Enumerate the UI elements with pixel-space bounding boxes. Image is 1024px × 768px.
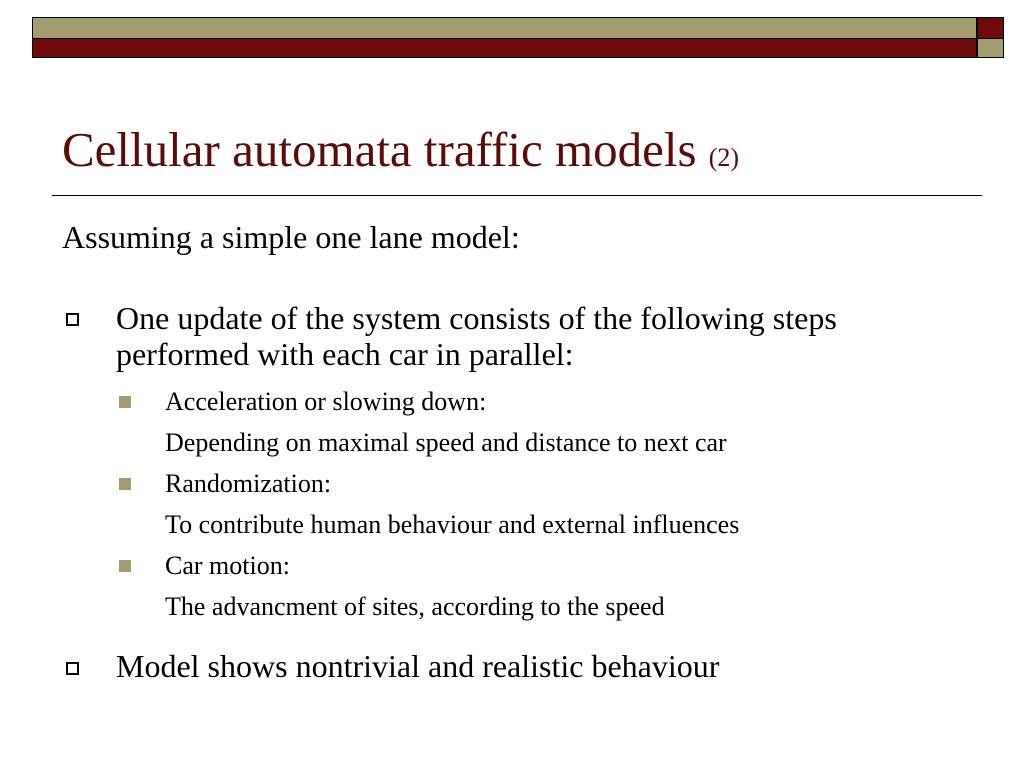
slide-title-text: Cellular automata traffic models — [62, 122, 697, 177]
bullet-text: Model shows nontrivial and realistic behaviour — [116, 648, 720, 684]
title-divider — [52, 195, 982, 196]
header-bar-maroon — [32, 39, 977, 58]
filled-square-icon — [119, 396, 131, 408]
slide-title-suffix: (2) — [708, 143, 740, 172]
sub-bullet-label: Car motion: — [165, 551, 290, 580]
hollow-square-icon — [66, 662, 79, 675]
header-bar-olive — [32, 17, 977, 39]
hollow-square-icon — [66, 313, 79, 326]
header-square-maroon — [977, 17, 1004, 39]
filled-square-icon — [119, 560, 131, 572]
sub-bullet-detail: Depending on maximal speed and distance to next car — [165, 428, 727, 457]
sub-bullet-detail: The advancment of sites, according to the speed — [165, 592, 665, 621]
sub-bullet-label: Acceleration or slowing down: — [165, 387, 487, 416]
sub-bullet-detail: To contribute human behaviour and external influences — [165, 510, 740, 539]
sub-bullet-label: Randomization: — [165, 469, 332, 498]
intro-text: Assuming a simple one lane model: — [62, 219, 520, 255]
filled-square-icon — [119, 478, 131, 490]
bullet-text: One update of the system consists of the following steps performed with each car in parallel: — [116, 300, 837, 372]
slide-title — [62, 120, 739, 188]
header-square-olive — [977, 39, 1004, 58]
